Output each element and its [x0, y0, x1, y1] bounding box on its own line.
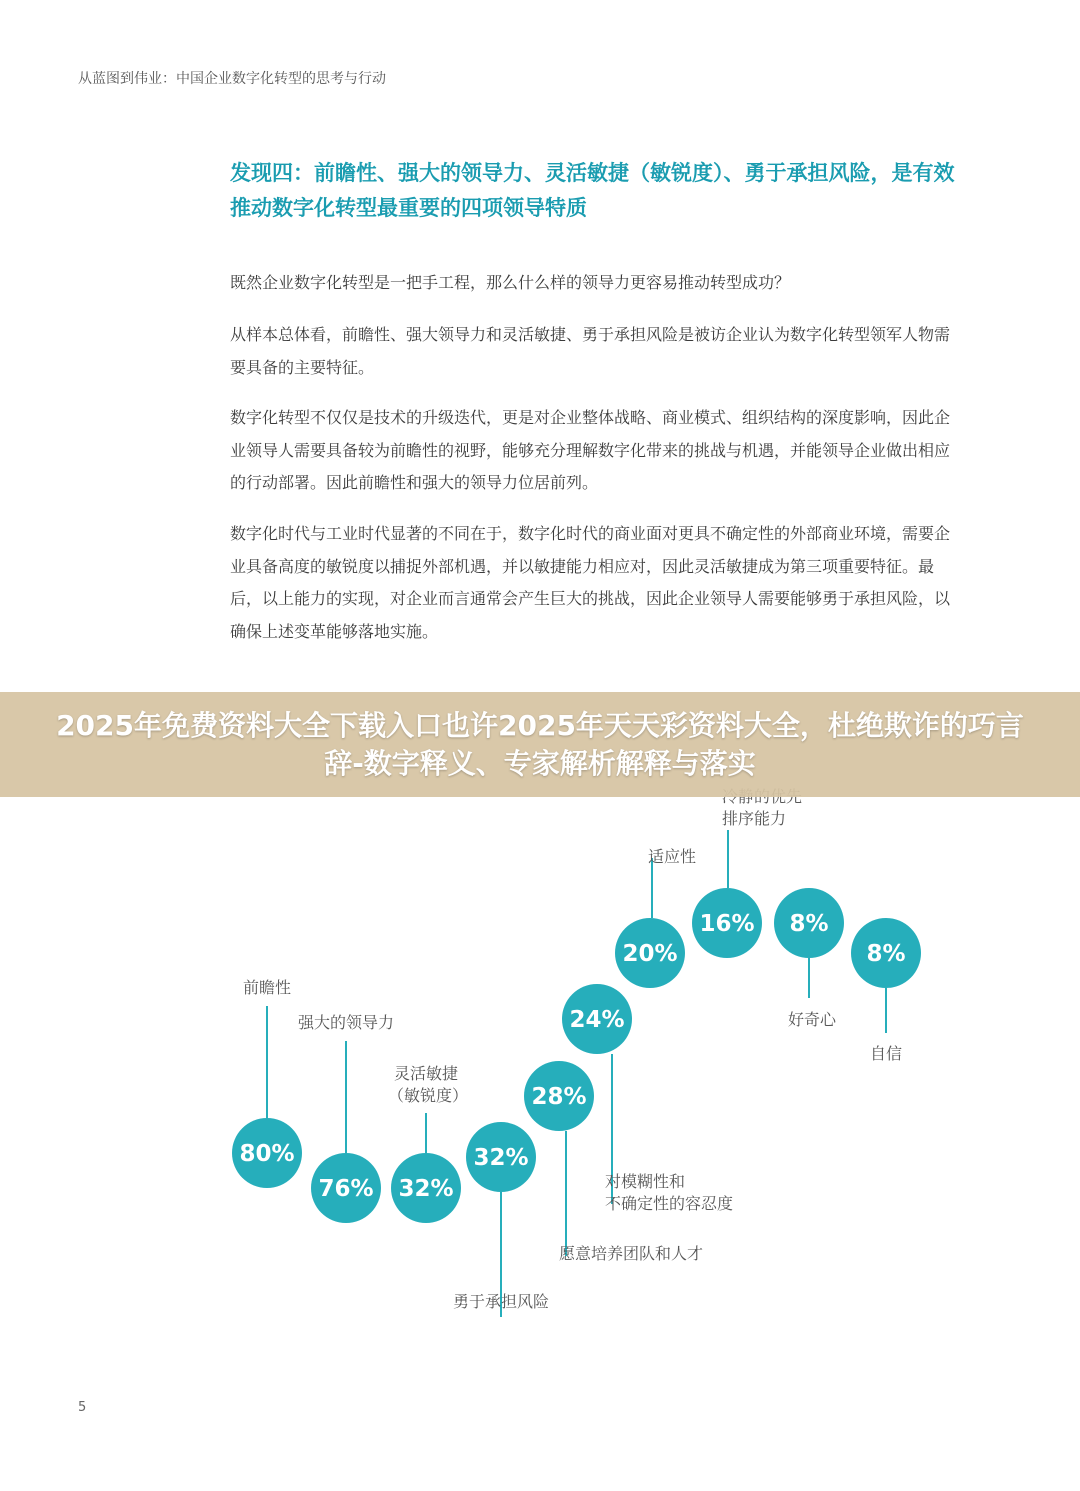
bubble-label: 勇于承担风险 [452, 1292, 550, 1311]
paragraph-1: 既然企业数字化转型是一把手工程，那么什么样的领导力更容易推动转型成功？ [230, 273, 791, 292]
bubble-value: 32% [398, 1176, 454, 1202]
running-header: 从蓝图到伟业：中国企业数字化转型的思考与行动 [78, 71, 386, 87]
bubble-label: 排序能力 [722, 809, 787, 828]
section-heading: 发现四：前瞻性、强大的领导力、灵活敏捷（敏锐度）、勇于承担风险，是有效推动数字化转型最重要的四项领导特质 [230, 161, 955, 220]
page-number: 5 [78, 1400, 87, 1415]
bubble-value: 80% [239, 1141, 295, 1167]
paragraph-4: 数字化时代与工业时代显著的不同在于，数字化时代的商业面对更具不确定性的外部商业环境，需要企业具备高度的敏锐度以捕捉外部机遇，并以敏捷能力相应对，因此灵活敏捷成为第三项重要特征。最后，以上能力的实现，对企业而言通常会产生巨大的挑战，因此企业领导人需要能够勇于承担风险，以确保上述变革能够落地实施。 [230, 524, 951, 641]
overlay-banner-text: 2025年免费资料大全下载入口也许2025年天天彩资料大全，杜绝欺诈的巧言辞-数字释义、专家解析解释与落实 [56, 708, 1024, 780]
bubble-label: 前瞻性 [242, 978, 292, 997]
bubble-label: 灵活敏捷 [393, 1064, 459, 1083]
bubble-value: 28% [531, 1084, 587, 1110]
bubble-value: 24% [569, 1007, 625, 1033]
bubble-label: 愿意培养团队和人才 [559, 1244, 704, 1263]
bubble-label: 强大的领导力 [297, 1013, 395, 1032]
bubble-value: 20% [622, 941, 678, 967]
bubble-value: 8% [789, 911, 829, 937]
bubble-value: 76% [318, 1176, 374, 1202]
bubble-label: 对模糊性和 [605, 1172, 686, 1191]
paragraph-3: 数字化转型不仅仅是技术的升级迭代，更是对企业整体战略、商业模式、组织结构的深度影响，因此企业领导人需要具备较为前瞻性的视野，能够充分理解数字化带来的挑战与机遇，并能领导企业做出相应的行动部署。因此前瞻性和强大的领导力位居前列。 [230, 408, 951, 492]
paragraph-2: 从样本总体看，前瞻性、强大领导力和灵活敏捷、勇于承担风险是被访企业认为数字化转型领军人物需要具备的主要特征。 [230, 325, 951, 377]
bubble-label: 不确定性的容忍度 [605, 1194, 734, 1213]
bubble-label: （敏锐度） [387, 1086, 469, 1105]
bubble-label: 自信 [869, 1044, 903, 1063]
bubble-value: 32% [473, 1145, 529, 1171]
bubble-value: 16% [699, 911, 755, 937]
overlay-banner [0, 692, 1080, 797]
bubble-label: 好奇心 [787, 1010, 837, 1029]
bubble-value: 8% [866, 941, 906, 967]
bubble-label: 适应性 [647, 847, 697, 866]
